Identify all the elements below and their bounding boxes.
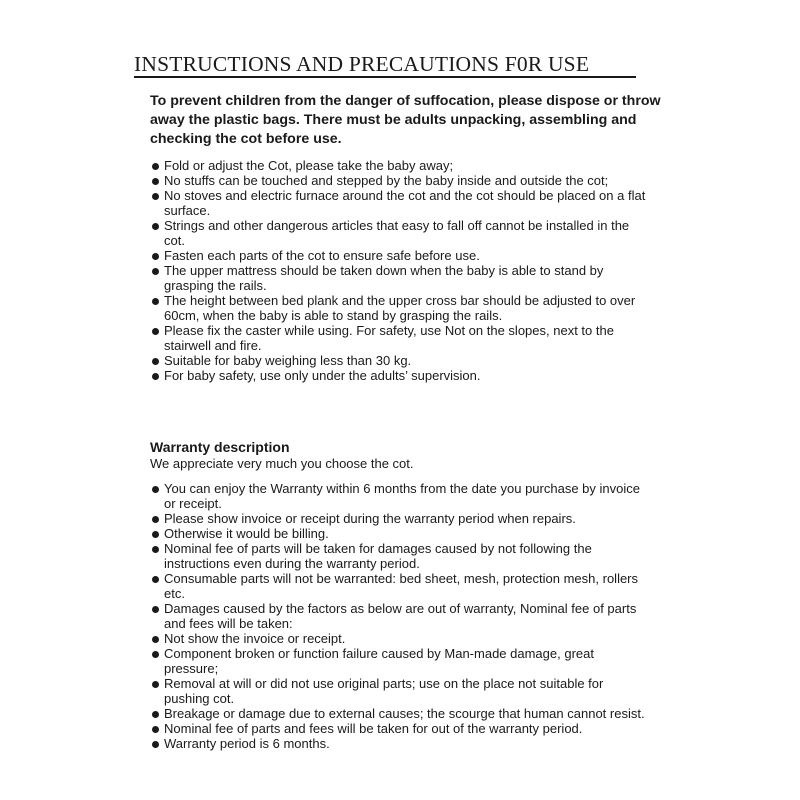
list-item: Please show invoice or receipt during the warranty period when repairs. xyxy=(150,511,650,526)
warranty-heading: Warranty description xyxy=(150,439,290,455)
precautions-list xyxy=(150,158,650,383)
list-item: Not show the invoice or receipt. xyxy=(150,631,650,646)
list-item: Please fix the caster while using. For safety, use Not on the slopes, next to the stairwell and fire. xyxy=(150,323,650,353)
list-item: No stoves and electric furnace around the cot and the cot should be placed on a flat surface. xyxy=(150,188,650,218)
intro-paragraph: To prevent children from the danger of suffocation, please dispose or throw away the plastic bags. There must be adults unpacking, assembling and checking the cot before use. xyxy=(150,93,661,147)
page-title: INSTRUCTIONS AND PRECAUTIONS F0R USE xyxy=(134,52,590,76)
title-underline xyxy=(134,76,636,78)
warranty-subtitle: We appreciate very much you choose the cot. xyxy=(150,456,414,471)
list-item: Strings and other dangerous articles that easy to fall off cannot be installed in the cot. xyxy=(150,218,650,248)
list-item: Suitable for baby weighing less than 30 kg. xyxy=(150,353,650,368)
list-item: Component broken or function failure caused by Man-made damage, great pressure; xyxy=(150,646,650,676)
list-item: Fold or adjust the Cot, please take the baby away; xyxy=(150,158,650,173)
list-item: Breakage or damage due to external causes; the scourge that human cannot resist. xyxy=(150,706,650,721)
list-item: For baby safety, use only under the adults’ supervision. xyxy=(150,368,650,383)
list-item: Removal at will or did not use original parts; use on the place not suitable for pushing cot. xyxy=(150,676,650,706)
warranty-list xyxy=(150,481,650,751)
list-item: Consumable parts will not be warranted: bed sheet, mesh, protection mesh, rollers etc. xyxy=(150,571,650,601)
list-item: Damages caused by the factors as below are out of warranty, Nominal fee of parts and fees will be taken: xyxy=(150,601,650,631)
list-item: You can enjoy the Warranty within 6 months from the date you purchase by invoice or receipt. xyxy=(150,481,650,511)
list-item: The height between bed plank and the upper cross bar should be adjusted to over 60cm, when the baby is able to stand by grasping the rails. xyxy=(150,293,650,323)
list-item: Warranty period is 6 months. xyxy=(150,736,650,751)
list-item: Fasten each parts of the cot to ensure safe before use. xyxy=(150,248,650,263)
list-item: The upper mattress should be taken down when the baby is able to stand by grasping the rails. xyxy=(150,263,650,293)
list-item: Otherwise it would be billing. xyxy=(150,526,650,541)
list-item: Nominal fee of parts will be taken for damages caused by not following the instructions even during the warranty period. xyxy=(150,541,650,571)
list-item: Nominal fee of parts and fees will be taken for out of the warranty period. xyxy=(150,721,650,736)
list-item: No stuffs can be touched and stepped by the baby inside and outside the cot; xyxy=(150,173,650,188)
